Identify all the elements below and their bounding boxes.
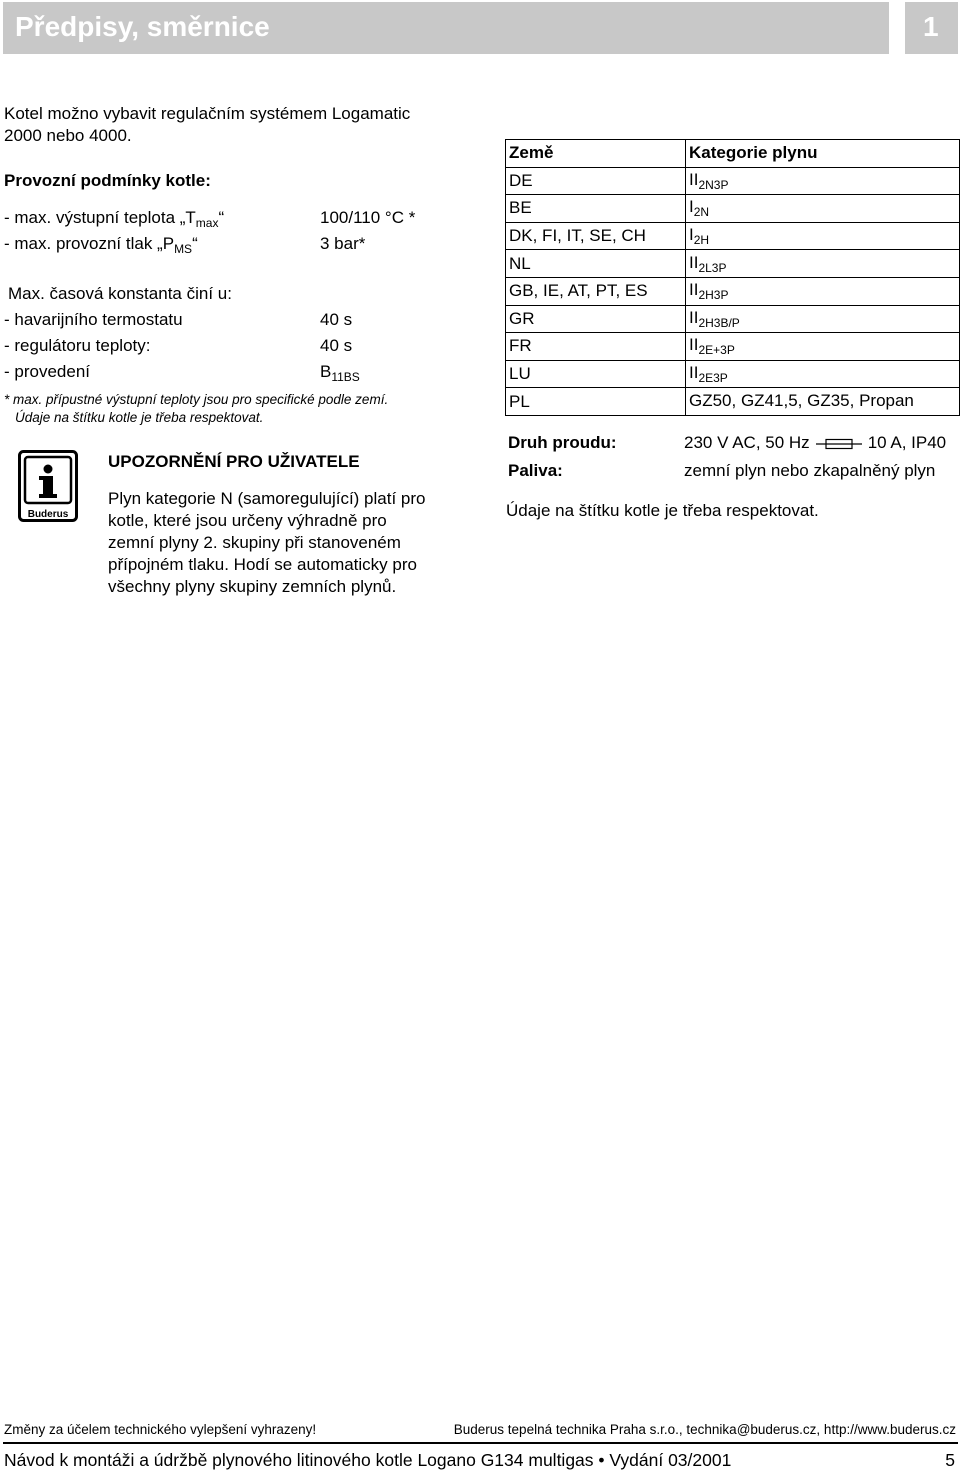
table-header-row: [506, 140, 960, 168]
info-icon: [18, 450, 78, 522]
plate-note: Údaje na štítku kotle je třeba respektovat.: [506, 501, 819, 520]
category-sub: 2E3P: [698, 371, 728, 386]
category-sub: 2E+3P: [698, 343, 735, 358]
country-cell: DE: [506, 167, 686, 195]
category-sub: 2H3B/P: [698, 315, 740, 330]
fuel-label: Paliva:: [508, 461, 563, 480]
country-cell: BE: [506, 195, 686, 223]
category-sub: 2H: [693, 233, 710, 248]
table-row: [506, 222, 960, 250]
pressure-value: 3 bar*: [320, 234, 366, 253]
notice-line: kotle, které jsou určeny výhradně pro: [108, 511, 387, 530]
category-cell: [686, 360, 960, 388]
header-country: Země: [506, 140, 686, 168]
category-main: GZ50, GZ41,5, GZ35, Propan: [689, 390, 914, 410]
table-row: [506, 360, 960, 388]
category-sub: 2N: [693, 205, 710, 220]
icon-brand: Buderus: [27, 509, 69, 520]
table-row: [506, 388, 960, 416]
fuse-icon: [816, 438, 862, 450]
country-cell: PL: [506, 388, 686, 416]
pressure-label: [4, 233, 198, 260]
temp-close: “: [218, 208, 225, 227]
table-row: [506, 333, 960, 361]
category-main: II: [689, 307, 699, 327]
notice-line: Plyn kategorie N (samoregulující) platí pro: [108, 489, 426, 508]
fuel-value: zemní plyn nebo zkapalněný plyn: [684, 461, 936, 480]
category-cell: [686, 195, 960, 223]
category-cell: [686, 222, 960, 250]
conditions-title: Provozní podmínky kotle:: [4, 171, 211, 190]
current-value-row: [684, 432, 946, 453]
design-value-text: B: [320, 362, 332, 381]
category-cell: [686, 167, 960, 195]
notice-line: zemní plyny 2. skupiny při stanoveném: [108, 533, 401, 552]
table-row: [506, 250, 960, 278]
category-main: I: [689, 225, 694, 245]
temp-value: 100/110 °C *: [320, 208, 416, 227]
document-title: Návod k montáži a údržbě plynového litinového kotle Logano G134 multigas • Vydání 03/2001: [4, 1450, 732, 1470]
temp-label-text: - max. výstupní teplota „T: [4, 208, 196, 227]
chapter-header: [3, 2, 889, 54]
country-cell: GB, IE, AT, PT, ES: [506, 277, 686, 305]
country-cell: DK, FI, IT, SE, CH: [506, 222, 686, 250]
category-cell: [686, 250, 960, 278]
pressure-close: “: [192, 234, 198, 253]
design-label: - provedení: [4, 362, 90, 381]
country-cell: LU: [506, 360, 686, 388]
intro-line-2: 2000 nebo 4000.: [4, 126, 132, 145]
chapter-number: 1: [923, 11, 939, 42]
category-cell: [686, 388, 960, 416]
category-main: II: [689, 363, 699, 383]
design-value: [320, 361, 360, 388]
safety-thermostat-value: 40 s: [320, 310, 353, 329]
category-sub: 2H3P: [698, 288, 729, 303]
table-row: [506, 195, 960, 223]
temp-label: [4, 207, 224, 234]
notice-line: všechny plyny skupiny zemních plynů.: [108, 577, 397, 596]
current-value: 230 V AC, 50 Hz: [684, 433, 810, 452]
country-cell: FR: [506, 333, 686, 361]
footer-divider: [3, 1442, 958, 1444]
regulator-label: - regulátoru teploty:: [4, 336, 151, 355]
category-cell: [686, 305, 960, 333]
category-cell: [686, 333, 960, 361]
header-gas-category: Kategorie plynu: [686, 140, 960, 168]
temp-sub: max: [195, 216, 219, 230]
footnote-1: * max. přípustné výstupní teploty jsou pro specifické podle zemí.: [4, 392, 389, 407]
footnote-2: Údaje na štítku kotle je třeba respektovat.: [15, 410, 264, 425]
footer-left-note: Změny za účelem technického vylepšení vyhrazeny!: [4, 1422, 317, 1437]
category-sub: 2N3P: [698, 177, 729, 192]
notice-title: UPOZORNĚNÍ PRO UŽIVATELE: [108, 452, 360, 471]
time-constant-title: Max. časová konstanta činí u:: [8, 284, 232, 303]
table-row: [506, 167, 960, 195]
footer-right-note: Buderus tepelná technika Praha s.r.o., technika@buderus.cz, http://www.buderus.cz: [453, 1422, 956, 1437]
pressure-label-text: - max. provozní tlak „P: [4, 234, 175, 253]
pressure-sub: MS: [174, 242, 193, 256]
gas-category-table: [505, 139, 960, 416]
category-cell: [686, 277, 960, 305]
category-main: II: [689, 280, 699, 300]
category-main: II: [689, 252, 699, 272]
fuse-value: 10 A, IP40: [867, 433, 947, 452]
intro-line-1: Kotel možno vybavit regulačním systémem Logamatic: [4, 104, 411, 123]
chapter-number-box: [905, 2, 958, 54]
table-row: [506, 277, 960, 305]
category-main: II: [689, 335, 699, 355]
category-main: I: [689, 197, 694, 217]
page-number: 5: [945, 1450, 955, 1470]
table-row: [506, 305, 960, 333]
chapter-title: Předpisy, směrnice: [15, 11, 270, 42]
category-main: II: [689, 169, 699, 189]
regulator-value: 40 s: [320, 336, 353, 355]
country-cell: NL: [506, 250, 686, 278]
category-sub: 2L3P: [698, 260, 727, 275]
notice-line: přípojném tlaku. Hodí se automaticky pro: [108, 555, 417, 574]
current-label: Druh proudu:: [508, 433, 617, 452]
notice-body: [108, 488, 425, 598]
country-cell: GR: [506, 305, 686, 333]
design-sub: 11BS: [331, 370, 360, 384]
safety-thermostat-label: - havarijního termostatu: [4, 310, 183, 329]
